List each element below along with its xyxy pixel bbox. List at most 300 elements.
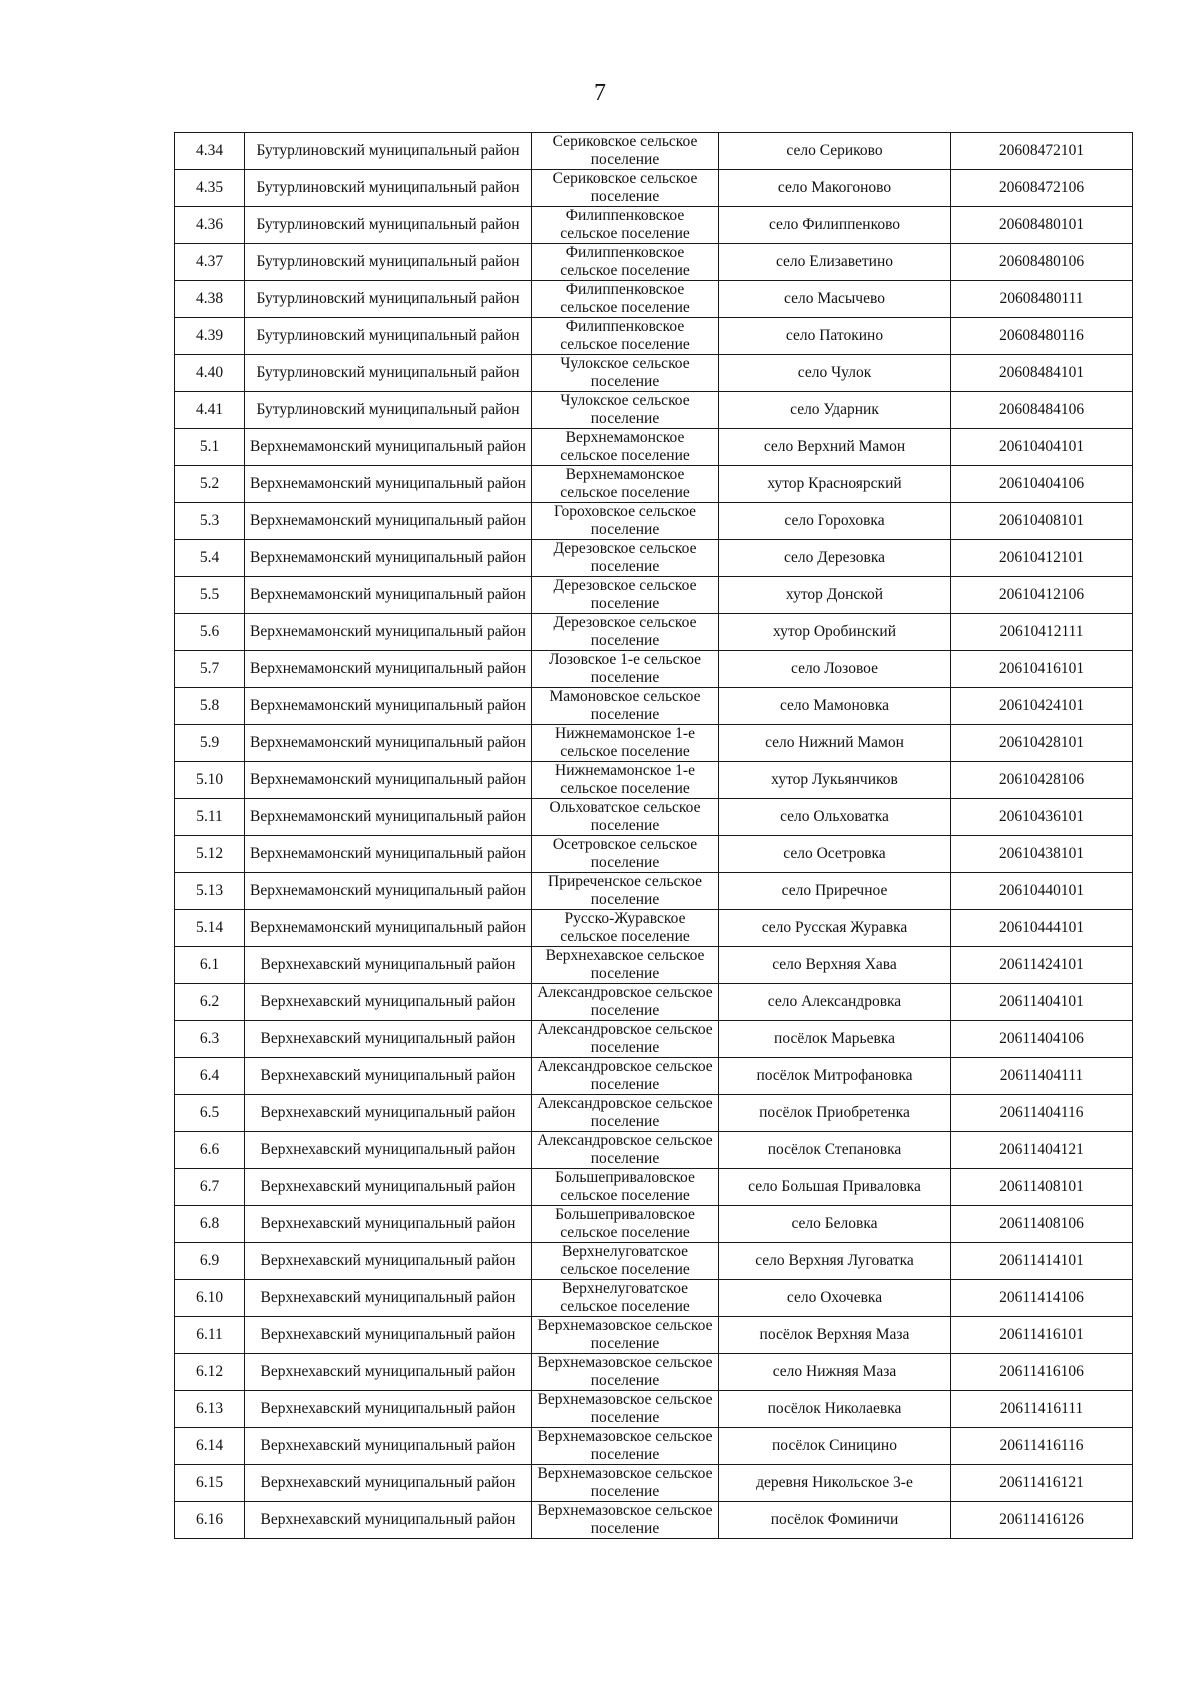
- settlement-cell: [532, 133, 719, 170]
- row-number-cell-text: 5.14: [195, 919, 224, 936]
- settlement-cell: [532, 910, 719, 947]
- settlement-cell-text: Верхнемамонское сельское поселение: [560, 466, 690, 501]
- code-cell-text: 20611404116: [999, 1104, 1084, 1121]
- district-cell-text: Верхнехавский муниципальный район: [260, 1400, 516, 1417]
- locality-cell-text: село Макогоново: [777, 179, 892, 196]
- row-number-cell-text: 6.12: [195, 1363, 224, 1380]
- settlement-cell-text: Верхнемазовское сельское поселение: [537, 1465, 713, 1500]
- settlement-cell-text: Сериковское сельское поселение: [552, 133, 698, 168]
- table-row: [175, 984, 1133, 1021]
- district-cell-text: Верхнехавский муниципальный район: [260, 956, 516, 973]
- settlement-cell: [532, 1391, 719, 1428]
- settlement-cell: [532, 1243, 719, 1280]
- settlement-cell: [532, 577, 719, 614]
- district-cell-text: Верхнемамонский муниципальный район: [250, 882, 526, 899]
- localities-table: [174, 132, 1133, 1539]
- locality-cell-text: село Беловка: [791, 1215, 878, 1232]
- locality-cell: [719, 1206, 951, 1243]
- code-cell-text: 20611408106: [999, 1215, 1084, 1232]
- settlement-cell-text: Верхнемамонское сельское поселение: [560, 429, 690, 464]
- code-cell: [951, 984, 1133, 1021]
- locality-cell: [719, 1354, 951, 1391]
- table-row: [175, 910, 1133, 947]
- code-cell-text: 20611424101: [999, 956, 1084, 973]
- code-cell-text: 20610416101: [998, 660, 1085, 677]
- row-number-cell-text: 5.6: [199, 623, 220, 640]
- locality-cell: [719, 281, 951, 318]
- settlement-cell: [532, 244, 719, 281]
- table-row: [175, 133, 1133, 170]
- page-number: 7: [594, 80, 606, 106]
- district-cell-text: Верхнемамонский муниципальный район: [250, 845, 526, 862]
- locality-cell: [719, 1280, 951, 1317]
- district-cell-text: Бутурлиновский муниципальный район: [256, 401, 520, 418]
- settlement-cell: [532, 1058, 719, 1095]
- district-cell: [245, 1502, 532, 1539]
- code-cell-text: 20611404101: [999, 993, 1084, 1010]
- code-cell-text: 20608480116: [999, 327, 1084, 344]
- district-cell: [245, 873, 532, 910]
- table-row: [175, 1502, 1133, 1539]
- locality-cell: [719, 392, 951, 429]
- settlement-cell: [532, 799, 719, 836]
- code-cell-text: 20610424101: [998, 697, 1085, 714]
- row-number-cell: [175, 1132, 245, 1169]
- table-row: [175, 1428, 1133, 1465]
- locality-cell-text: село Гороховка: [784, 512, 885, 529]
- row-number-cell: [175, 429, 245, 466]
- locality-cell: [719, 1502, 951, 1539]
- row-number-cell-text: 4.34: [195, 142, 224, 159]
- row-number-cell-text: 5.7: [199, 660, 220, 677]
- locality-cell-text: село Верхний Мамон: [763, 438, 906, 455]
- code-cell: [951, 1169, 1133, 1206]
- settlement-cell-text: Сериковское сельское поселение: [552, 170, 698, 205]
- settlement-cell-text: Верхнелуговатское сельское поселение: [560, 1243, 690, 1278]
- code-cell: [951, 1058, 1133, 1095]
- locality-cell-text: посёлок Марьевка: [774, 1030, 895, 1047]
- district-cell-text: Бутурлиновский муниципальный район: [256, 327, 520, 344]
- locality-cell: [719, 984, 951, 1021]
- locality-cell-text: село Лозовое: [791, 660, 878, 677]
- settlement-cell: [532, 503, 719, 540]
- locality-cell: [719, 1021, 951, 1058]
- code-cell-text: 20610428106: [998, 771, 1085, 788]
- settlement-cell: [532, 281, 719, 318]
- table-row: [175, 1132, 1133, 1169]
- locality-cell-text: хутор Лукьянчиков: [771, 771, 898, 788]
- code-cell-text: 20608472101: [998, 142, 1085, 159]
- settlement-cell: [532, 1428, 719, 1465]
- code-cell-text: 20610404106: [998, 475, 1085, 492]
- row-number-cell: [175, 947, 245, 984]
- district-cell-text: Верхнехавский муниципальный район: [260, 1289, 516, 1306]
- code-cell-text: 20608480106: [998, 253, 1085, 270]
- row-number-cell: [175, 836, 245, 873]
- locality-cell: [719, 170, 951, 207]
- district-cell-text: Верхнехавский муниципальный район: [260, 1141, 516, 1158]
- row-number-cell-text: 6.6: [199, 1141, 220, 1158]
- locality-cell: [719, 429, 951, 466]
- district-cell: [245, 1169, 532, 1206]
- district-cell-text: Верхнехавский муниципальный район: [260, 1252, 516, 1269]
- code-cell: [951, 1465, 1133, 1502]
- code-cell-text: 20611416126: [999, 1511, 1084, 1528]
- locality-cell: [719, 725, 951, 762]
- locality-cell: [719, 318, 951, 355]
- settlement-cell: [532, 170, 719, 207]
- table-row: [175, 1243, 1133, 1280]
- settlement-cell-text: Ольховатское сельское поселение: [549, 799, 701, 834]
- settlement-cell-text: Нижнемамонское 1-е сельское поселение: [555, 762, 695, 797]
- district-cell: [245, 688, 532, 725]
- table-row: [175, 1317, 1133, 1354]
- district-cell-text: Верхнемамонский муниципальный район: [250, 623, 526, 640]
- settlement-cell: [532, 614, 719, 651]
- code-cell: [951, 318, 1133, 355]
- district-cell: [245, 1021, 532, 1058]
- district-cell: [245, 1206, 532, 1243]
- settlement-cell-text: Верхнелуговатское сельское поселение: [560, 1280, 690, 1315]
- locality-cell-text: посёлок Фоминичи: [770, 1511, 899, 1528]
- code-cell-text: 20610404101: [998, 438, 1085, 455]
- district-cell: [245, 725, 532, 762]
- locality-cell: [719, 614, 951, 651]
- settlement-cell: [532, 947, 719, 984]
- settlement-cell-text: Филиппенковское сельское поселение: [560, 281, 690, 316]
- code-cell: [951, 466, 1133, 503]
- code-cell-text: 20610444101: [998, 919, 1085, 936]
- settlement-cell: [532, 1465, 719, 1502]
- settlement-cell-text: Большеприваловское сельское поселение: [555, 1169, 695, 1204]
- district-cell-text: Верхнехавский муниципальный район: [260, 1511, 516, 1528]
- district-cell-text: Бутурлиновский муниципальный район: [256, 253, 520, 270]
- code-cell-text: 20610440101: [998, 882, 1085, 899]
- district-cell-text: Верхнемамонский муниципальный район: [250, 697, 526, 714]
- row-number-cell: [175, 799, 245, 836]
- row-number-cell: [175, 355, 245, 392]
- district-cell-text: Бутурлиновский муниципальный район: [256, 216, 520, 233]
- table-row: [175, 1095, 1133, 1132]
- row-number-cell: [175, 466, 245, 503]
- settlement-cell-text: Дерезовское сельское поселение: [553, 540, 697, 575]
- code-cell: [951, 244, 1133, 281]
- district-cell-text: Верхнехавский муниципальный район: [260, 1104, 516, 1121]
- table-row: [175, 207, 1133, 244]
- settlement-cell-text: Александровское сельское поселение: [537, 1095, 713, 1130]
- locality-cell-text: село Чулок: [797, 364, 872, 381]
- settlement-cell: [532, 318, 719, 355]
- settlement-cell: [532, 651, 719, 688]
- settlement-cell: [532, 429, 719, 466]
- locality-cell: [719, 1169, 951, 1206]
- code-cell-text: 20611404121: [999, 1141, 1084, 1158]
- row-number-cell-text: 5.8: [199, 697, 220, 714]
- table-row: [175, 1391, 1133, 1428]
- locality-cell-text: посёлок Митрофановка: [756, 1067, 913, 1084]
- table-row: [175, 355, 1133, 392]
- code-cell: [951, 133, 1133, 170]
- row-number-cell-text: 6.15: [195, 1474, 224, 1491]
- code-cell: [951, 762, 1133, 799]
- code-cell-text: 20608480101: [998, 216, 1085, 233]
- district-cell: [245, 1132, 532, 1169]
- district-cell: [245, 836, 532, 873]
- locality-cell-text: посёлок Верхняя Маза: [759, 1326, 910, 1343]
- row-number-cell-text: 6.14: [195, 1437, 224, 1454]
- settlement-cell-text: Верхнемазовское сельское поселение: [537, 1354, 713, 1389]
- district-cell-text: Верхнемамонский муниципальный район: [250, 438, 526, 455]
- row-number-cell: [175, 207, 245, 244]
- code-cell: [951, 873, 1133, 910]
- locality-cell: [719, 1058, 951, 1095]
- locality-cell-text: хутор Донской: [785, 586, 884, 603]
- settlement-cell: [532, 725, 719, 762]
- code-cell: [951, 1021, 1133, 1058]
- locality-cell: [719, 910, 951, 947]
- code-cell: [951, 355, 1133, 392]
- settlement-cell: [532, 1206, 719, 1243]
- code-cell-text: 20608472106: [998, 179, 1085, 196]
- settlement-cell: [532, 873, 719, 910]
- district-cell-text: Верхнехавский муниципальный район: [260, 1030, 516, 1047]
- code-cell: [951, 1354, 1133, 1391]
- row-number-cell: [175, 873, 245, 910]
- code-cell: [951, 170, 1133, 207]
- table-row: [175, 947, 1133, 984]
- code-cell-text: 20610412111: [999, 623, 1084, 640]
- locality-cell: [719, 873, 951, 910]
- settlement-cell-text: Верхнемазовское сельское поселение: [537, 1502, 713, 1537]
- district-cell-text: Верхнемамонский муниципальный район: [250, 660, 526, 677]
- district-cell: [245, 503, 532, 540]
- locality-cell-text: село Дерезовка: [783, 549, 886, 566]
- row-number-cell-text: 6.7: [199, 1178, 220, 1195]
- locality-cell-text: посёлок Николаевка: [767, 1400, 902, 1417]
- district-cell-text: Бутурлиновский муниципальный район: [256, 179, 520, 196]
- district-cell-text: Верхнехавский муниципальный район: [260, 1474, 516, 1491]
- code-cell-text: 20610428101: [998, 734, 1085, 751]
- row-number-cell-text: 6.2: [199, 993, 220, 1010]
- row-number-cell: [175, 1354, 245, 1391]
- locality-cell-text: село Нижний Мамон: [765, 734, 904, 751]
- locality-cell-text: посёлок Приобретенка: [759, 1104, 910, 1121]
- code-cell-text: 20610412106: [998, 586, 1085, 603]
- row-number-cell-text: 4.36: [195, 216, 224, 233]
- settlement-cell-text: Александровское сельское поселение: [537, 1132, 713, 1167]
- district-cell-text: Верхнемамонский муниципальный район: [250, 475, 526, 492]
- district-cell-text: Бутурлиновский муниципальный район: [256, 142, 520, 159]
- locality-cell-text: село Ударник: [790, 401, 879, 418]
- locality-cell-text: село Филиппенково: [768, 216, 901, 233]
- code-cell-text: 20610436101: [998, 808, 1085, 825]
- table-row: [175, 1021, 1133, 1058]
- row-number-cell-text: 6.11: [196, 1326, 223, 1343]
- district-cell: [245, 799, 532, 836]
- district-cell: [245, 577, 532, 614]
- table-row: [175, 688, 1133, 725]
- row-number-cell: [175, 1465, 245, 1502]
- code-cell: [951, 281, 1133, 318]
- row-number-cell: [175, 244, 245, 281]
- locality-cell-text: село Масычево: [784, 290, 885, 307]
- settlement-cell-text: Осетровское сельское поселение: [552, 836, 698, 871]
- district-cell: [245, 1354, 532, 1391]
- locality-cell-text: село Ольховатка: [780, 808, 889, 825]
- district-cell-text: Верхнемамонский муниципальный район: [250, 512, 526, 529]
- row-number-cell: [175, 1058, 245, 1095]
- district-cell: [245, 614, 532, 651]
- row-number-cell: [175, 577, 245, 614]
- locality-cell: [719, 836, 951, 873]
- row-number-cell: [175, 133, 245, 170]
- settlement-cell-text: Чулокское сельское поселение: [560, 392, 690, 427]
- row-number-cell: [175, 392, 245, 429]
- settlement-cell: [532, 355, 719, 392]
- district-cell: [245, 1428, 532, 1465]
- settlement-cell: [532, 1317, 719, 1354]
- code-cell-text: 20610412101: [998, 549, 1085, 566]
- row-number-cell-text: 4.37: [195, 253, 224, 270]
- code-cell: [951, 1428, 1133, 1465]
- row-number-cell: [175, 688, 245, 725]
- district-cell-text: Верхнехавский муниципальный район: [260, 1326, 516, 1343]
- row-number-cell-text: 5.5: [199, 586, 220, 603]
- locality-cell-text: хутор Красноярский: [767, 475, 902, 492]
- settlement-cell-text: Чулокское сельское поселение: [560, 355, 690, 390]
- district-cell-text: Верхнехавский муниципальный район: [260, 1067, 516, 1084]
- settlement-cell-text: Верхнемазовское сельское поселение: [537, 1317, 713, 1352]
- table-row: [175, 725, 1133, 762]
- settlement-cell-text: Александровское сельское поселение: [537, 1058, 713, 1093]
- settlement-cell: [532, 1354, 719, 1391]
- settlement-cell-text: Лозовское 1-е сельское поселение: [548, 651, 702, 686]
- table-row: [175, 503, 1133, 540]
- row-number-cell: [175, 281, 245, 318]
- code-cell: [951, 1243, 1133, 1280]
- code-cell: [951, 614, 1133, 651]
- code-cell: [951, 429, 1133, 466]
- row-number-cell-text: 6.3: [199, 1030, 220, 1047]
- table-row: [175, 429, 1133, 466]
- district-cell: [245, 540, 532, 577]
- locality-cell: [719, 355, 951, 392]
- table-body: [175, 133, 1133, 1539]
- settlement-cell-text: Верхнемазовское сельское поселение: [537, 1428, 713, 1463]
- table-row: [175, 1206, 1133, 1243]
- settlement-cell: [532, 466, 719, 503]
- district-cell: [245, 947, 532, 984]
- code-cell: [951, 1502, 1133, 1539]
- code-cell: [951, 392, 1133, 429]
- district-cell: [245, 1465, 532, 1502]
- settlement-cell: [532, 1132, 719, 1169]
- row-number-cell-text: 6.1: [199, 956, 220, 973]
- district-cell: [245, 651, 532, 688]
- row-number-cell-text: 6.4: [199, 1067, 220, 1084]
- row-number-cell-text: 5.13: [195, 882, 224, 899]
- locality-cell: [719, 503, 951, 540]
- district-cell: [245, 1095, 532, 1132]
- locality-cell: [719, 799, 951, 836]
- settlement-cell: [532, 207, 719, 244]
- district-cell-text: Верхнемамонский муниципальный район: [250, 808, 526, 825]
- row-number-cell: [175, 984, 245, 1021]
- locality-cell: [719, 688, 951, 725]
- district-cell-text: Верхнемамонский муниципальный район: [250, 771, 526, 788]
- code-cell-text: 20611414106: [999, 1289, 1084, 1306]
- settlement-cell-text: Филиппенковское сельское поселение: [560, 244, 690, 279]
- table-row: [175, 392, 1133, 429]
- district-cell-text: Верхнемамонский муниципальный район: [250, 919, 526, 936]
- row-number-cell-text: 6.9: [199, 1252, 220, 1269]
- locality-cell-text: село Сериково: [786, 142, 883, 159]
- code-cell: [951, 836, 1133, 873]
- row-number-cell-text: 5.11: [196, 808, 223, 825]
- code-cell: [951, 947, 1133, 984]
- row-number-cell-text: 6.16: [195, 1511, 224, 1528]
- row-number-cell-text: 4.38: [195, 290, 224, 307]
- locality-cell-text: село Русская Журавка: [761, 919, 908, 936]
- settlement-cell: [532, 1502, 719, 1539]
- code-cell: [951, 688, 1133, 725]
- settlement-cell-text: Мамоновское сельское поселение: [549, 688, 701, 723]
- row-number-cell: [175, 540, 245, 577]
- row-number-cell-text: 5.4: [199, 549, 220, 566]
- code-cell-text: 20611416116: [999, 1437, 1084, 1454]
- code-cell-text: 20611414101: [999, 1252, 1084, 1269]
- locality-cell-text: посёлок Синицино: [772, 1437, 897, 1454]
- table-row: [175, 170, 1133, 207]
- locality-cell-text: посёлок Степановка: [767, 1141, 902, 1158]
- locality-cell: [719, 947, 951, 984]
- district-cell: [245, 762, 532, 799]
- table-row: [175, 1354, 1133, 1391]
- locality-cell: [719, 1391, 951, 1428]
- row-number-cell: [175, 1206, 245, 1243]
- settlement-cell-text: Гороховское сельское поселение: [553, 503, 697, 538]
- settlement-cell: [532, 762, 719, 799]
- code-cell-text: 20608480111: [999, 290, 1084, 307]
- locality-cell: [719, 577, 951, 614]
- settlement-cell-text: Верхнехавское сельское поселение: [545, 947, 705, 982]
- row-number-cell-text: 5.3: [199, 512, 220, 529]
- settlement-cell: [532, 984, 719, 1021]
- row-number-cell: [175, 1243, 245, 1280]
- locality-cell: [719, 244, 951, 281]
- district-cell-text: Верхнехавский муниципальный район: [260, 1215, 516, 1232]
- code-cell: [951, 1317, 1133, 1354]
- code-cell-text: 20611408101: [999, 1178, 1084, 1195]
- code-cell-text: 20608484106: [998, 401, 1085, 418]
- table-row: [175, 281, 1133, 318]
- settlement-cell: [532, 1095, 719, 1132]
- locality-cell-text: село Александровка: [767, 993, 902, 1010]
- settlement-cell-text: Филиппенковское сельское поселение: [560, 318, 690, 353]
- settlement-cell: [532, 540, 719, 577]
- row-number-cell: [175, 762, 245, 799]
- code-cell-text: 20610438101: [998, 845, 1085, 862]
- code-cell: [951, 1280, 1133, 1317]
- code-cell: [951, 1095, 1133, 1132]
- code-cell: [951, 910, 1133, 947]
- district-cell: [245, 244, 532, 281]
- row-number-cell-text: 6.5: [199, 1104, 220, 1121]
- table-row: [175, 762, 1133, 799]
- row-number-cell-text: 4.41: [195, 401, 224, 418]
- row-number-cell-text: 6.8: [199, 1215, 220, 1232]
- locality-cell-text: село Приречное: [781, 882, 888, 899]
